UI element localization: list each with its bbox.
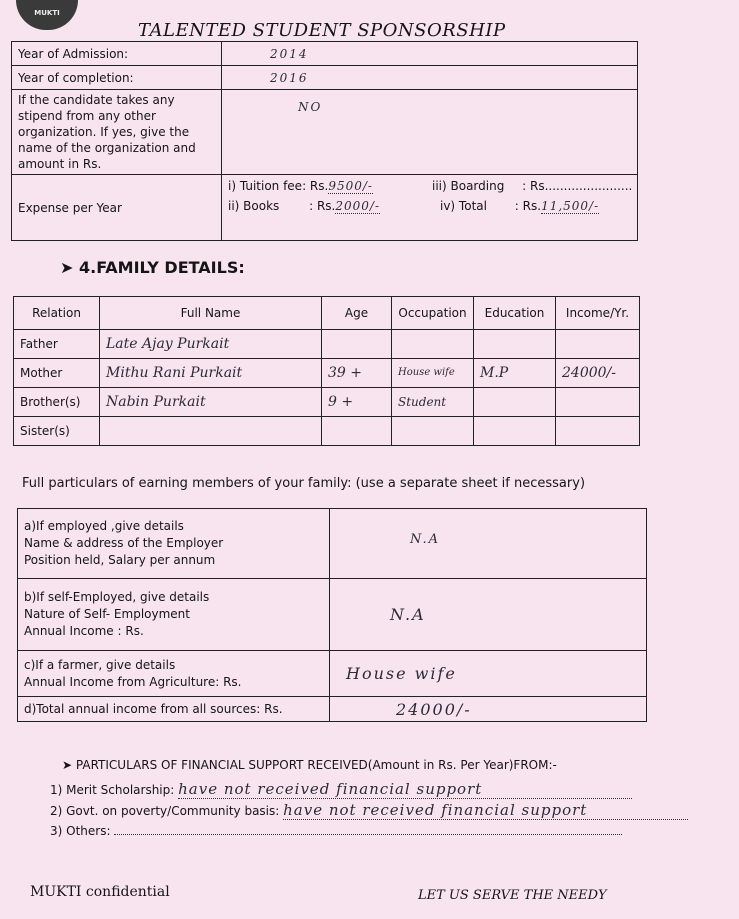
table-row	[14, 359, 640, 388]
employed-value: N.A	[330, 509, 647, 579]
family-section-heading	[60, 258, 245, 277]
form-title: TALENTED STUDENT SPONSORSHIP	[138, 20, 506, 41]
occupation-cell	[392, 417, 474, 446]
tuition-fee-label: i) Tuition fee: Rs.	[228, 179, 329, 193]
year-of-admission-label: Year of Admission:	[12, 42, 222, 66]
financial-item-1	[50, 780, 632, 799]
income-cell	[556, 388, 640, 417]
header-income: Income/Yr.	[556, 297, 640, 330]
self-employed-label	[18, 579, 330, 651]
financial-item-label: 1) Merit Scholarship:	[50, 783, 175, 797]
farmer-value: House wife	[330, 651, 647, 697]
total-label: iv) Total	[440, 199, 487, 213]
footer-motto: LET US SERVE THE NEEDY	[418, 888, 607, 903]
books-label: ii) Books	[228, 199, 280, 213]
header-education: Education	[474, 297, 556, 330]
occupation-cell: House wife	[392, 359, 474, 388]
table-row	[14, 330, 640, 359]
financial-item-3	[50, 822, 622, 838]
financial-item-value: have not received financial support	[178, 780, 632, 799]
stipend-label: If the candidate takes any stipend from any other organization. If yes, give the name of the organization and amount in Rs.	[12, 90, 222, 175]
relation-cell: Brother(s)	[14, 388, 100, 417]
age-cell	[322, 417, 392, 446]
header-relation: Relation	[14, 297, 100, 330]
employed-label-1: a)If employed ,give details	[24, 519, 184, 533]
footer-confidential: MUKTI confidential	[30, 884, 170, 900]
relation-cell: Father	[14, 330, 100, 359]
age-cell	[322, 330, 392, 359]
relation-cell: Sister(s)	[14, 417, 100, 446]
financial-item-value: have not received financial support	[283, 801, 688, 820]
age-cell: 39 +	[322, 359, 392, 388]
financial-item-2	[50, 801, 688, 820]
tuition-fee	[228, 179, 373, 193]
employed-label-2: Name & address of the Employer	[24, 536, 224, 550]
self-employed-value: N.A	[330, 579, 647, 651]
financial-item-label: 3) Others:	[50, 824, 111, 838]
education-cell	[474, 417, 556, 446]
boarding	[432, 179, 632, 193]
total-prefix: : Rs.	[514, 199, 542, 213]
boarding-label: iii) Boarding	[432, 179, 505, 193]
tuition-fee-value: 9500/-	[328, 179, 373, 193]
employed-label-3: Position held, Salary per annum	[24, 553, 216, 567]
farmer-label-2: Annual Income from Agriculture: Rs.	[24, 674, 242, 689]
farmer-label	[18, 651, 330, 697]
income-cell	[556, 417, 640, 446]
family-table-header	[14, 297, 640, 330]
year-of-admission-value: 2014	[222, 42, 638, 66]
books-prefix: : Rs.	[309, 199, 336, 213]
name-cell	[100, 417, 322, 446]
education-cell: M.P	[474, 359, 556, 388]
table-row	[14, 388, 640, 417]
books-value: 2000/-	[335, 199, 381, 213]
financial-heading	[62, 758, 557, 772]
age-cell: 9 +	[322, 388, 392, 417]
employed-label	[18, 509, 330, 579]
header-full-name: Full Name	[100, 297, 322, 330]
relation-cell: Mother	[14, 359, 100, 388]
arrow-icon: ➤	[62, 758, 73, 772]
self-label-2: Nature of Self- Employment	[24, 607, 190, 621]
name-cell: Mithu Rani Purkait	[100, 359, 322, 388]
year-of-completion-value: 2016	[222, 66, 638, 90]
arrow-icon: ➤	[60, 258, 74, 277]
table-row	[14, 417, 640, 446]
total-income-value: 24000/-	[330, 697, 647, 722]
financial-item-value	[114, 822, 622, 835]
total-income-label: d)Total annual income from all sources: Rs.	[18, 697, 330, 722]
total-value: 11,500/-	[541, 199, 600, 213]
self-label-3: Annual Income : Rs.	[24, 624, 144, 638]
family-section-title: 4.FAMILY DETAILS:	[78, 258, 245, 277]
admission-table	[11, 41, 638, 241]
header-age: Age	[322, 297, 392, 330]
education-cell	[474, 388, 556, 417]
occupation-cell: Student	[392, 388, 474, 417]
financial-heading-text: PARTICULARS OF FINANCIAL SUPPORT RECEIVED(Amount in Rs. Per Year)FROM:-	[75, 758, 557, 772]
expense-details	[222, 175, 638, 241]
expense-label: Expense per Year	[12, 175, 222, 241]
income-cell	[556, 330, 640, 359]
books	[228, 199, 380, 213]
farmer-label-1: c)If a farmer, give details	[24, 657, 176, 672]
total	[440, 199, 599, 213]
stipend-value: NO	[222, 90, 638, 175]
name-cell: Nabin Purkait	[100, 388, 322, 417]
boarding-value: ......................	[548, 179, 633, 193]
income-cell: 24000/-	[556, 359, 640, 388]
family-table	[13, 296, 640, 446]
name-cell: Late Ajay Purkait	[100, 330, 322, 359]
boarding-prefix: : Rs.	[522, 179, 549, 193]
year-of-completion-label: Year of completion:	[12, 66, 222, 90]
occupation-cell	[392, 330, 474, 359]
mukti-logo: MUKTI	[16, 0, 78, 30]
header-occupation: Occupation	[392, 297, 474, 330]
financial-item-label: 2) Govt. on poverty/Community basis:	[50, 804, 280, 818]
education-cell	[474, 330, 556, 359]
self-label-1: b)If self-Employed, give details	[24, 590, 210, 604]
earning-table	[17, 508, 647, 722]
earning-intro: Full particulars of earning members of your family: (use a separate sheet if necessary)	[22, 476, 586, 491]
